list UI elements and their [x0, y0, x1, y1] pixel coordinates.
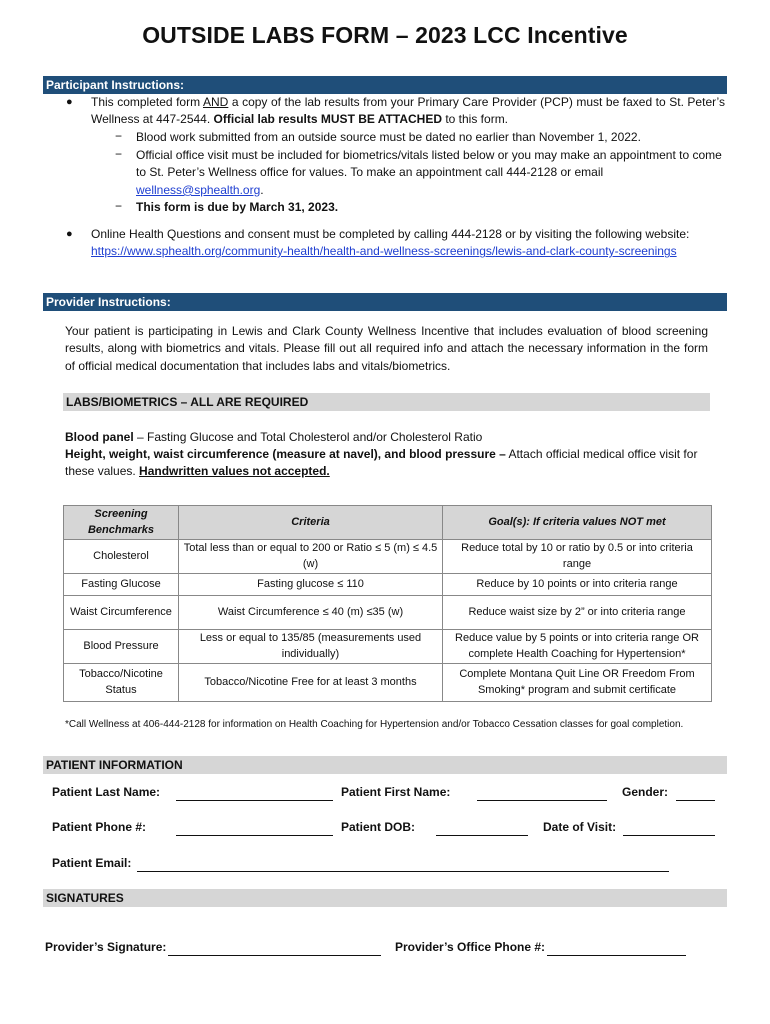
biometrics-text: Attach official medical office visit for these values. — [65, 447, 698, 479]
dash-icon: − — [115, 147, 123, 161]
participant-dash-2 — [136, 147, 726, 199]
blood-panel-line — [65, 429, 710, 446]
dash-icon: − — [115, 129, 123, 143]
table-cell: Reduce total by 10 or ratio by 0.5 or into criteria range — [443, 540, 712, 574]
d2-end: . — [260, 182, 264, 197]
table-row — [64, 630, 712, 664]
table-cell: Waist Circumference — [64, 596, 179, 630]
date-of-visit-field[interactable] — [623, 835, 715, 836]
gender-label: Gender: — [622, 785, 669, 799]
blood-panel-label: Blood panel — [65, 430, 134, 444]
bullet-icon: ● — [66, 96, 73, 108]
patient-dob-label: Patient DOB: — [341, 820, 416, 834]
participant-instructions-header: Participant Instructions: — [43, 76, 727, 94]
participant-dash-3: This form is due by March 31, 2023. — [136, 200, 339, 214]
wellness-email-link[interactable]: wellness@sphealth.org — [136, 182, 261, 197]
table-cell: Tobacco/Nicotine Status — [64, 664, 179, 702]
provider-paragraph: Your patient is participating in Lewis and Clark County Wellness Incentive that includes evaluation of blood screening results, along with biometrics and vitals. Please fill out all required info and attach the necessary information in the form of official medical documentation that includes labs and vitals/biometrics. — [65, 324, 708, 373]
provider-phone-field[interactable] — [547, 955, 686, 956]
patient-phone-field[interactable] — [176, 835, 333, 836]
signatures-header: SIGNATURES — [43, 889, 727, 907]
d2-text: Official office visit must be included for biometrics/vitals listed below or you may make an appointment to come to St. Peter’s Wellness office for values. To make an appointment call 444-2128 or email — [136, 148, 722, 180]
gender-field[interactable] — [676, 800, 715, 801]
b1-pre: This completed form — [91, 95, 203, 109]
table-cell: Tobacco/Nicotine Free for at least 3 months — [179, 664, 443, 702]
labs-header: LABS/BIOMETRICS – ALL ARE REQUIRED — [63, 393, 710, 411]
table-cell: Fasting glucose ≤ 110 — [179, 574, 443, 596]
biometrics-label: Height, weight, waist circumference (measure at navel), and blood pressure – — [65, 447, 506, 461]
screenings-website-link[interactable]: https://www.sphealth.org/community-health/health-and-wellness-screenings/lewis-and-clark-county-screenings — [91, 244, 677, 259]
footnote: *Call Wellness at 406-444-2128 for information on Health Coaching for Hypertension and/or Tobacco Cessation classes for goal completion. — [65, 719, 684, 730]
biometrics-line — [65, 446, 710, 481]
provider-instructions-header: Provider Instructions: — [43, 293, 727, 311]
provider-signature-field[interactable] — [168, 955, 381, 956]
table-header: Screening Benchmarks — [64, 506, 179, 540]
form-title: OUTSIDE LABS FORM – 2023 LCC Incentive — [142, 22, 628, 48]
table-cell: Blood Pressure — [64, 630, 179, 664]
table-header: Goal(s): If criteria values NOT met — [443, 506, 712, 540]
table-header: Criteria — [179, 506, 443, 540]
table-cell: Complete Montana Quit Line OR Freedom From Smoking* program and submit certificate — [443, 664, 712, 702]
handwritten-note: Handwritten values not accepted. — [139, 464, 330, 479]
patient-email-label: Patient Email: — [52, 856, 132, 870]
table-row — [64, 574, 712, 596]
table-cell: Reduce value by 5 points or into criteria range OR complete Health Coaching for Hypertension* — [443, 630, 712, 664]
table-cell: Reduce waist size by 2” or into criteria range — [443, 596, 712, 630]
table-row — [64, 596, 712, 630]
b2-text: Online Health Questions and consent must be completed by calling 444-2128 or by visiting the following website: — [91, 227, 690, 241]
table-row — [64, 540, 712, 574]
table-row — [64, 664, 712, 702]
participant-dash-1: Blood work submitted from an outside source must be dated no earlier than November 1, 2022. — [136, 130, 641, 144]
date-of-visit-label: Date of Visit: — [543, 820, 617, 834]
table-cell: Reduce by 10 points or into criteria range — [443, 574, 712, 596]
patient-phone-label: Patient Phone #: — [52, 820, 147, 834]
patient-info-header: PATIENT INFORMATION — [43, 756, 727, 774]
patient-dob-field[interactable] — [436, 835, 528, 836]
table-cell: Less or equal to 135/85 (measurements used individually) — [179, 630, 443, 664]
patient-email-field[interactable] — [137, 871, 669, 872]
table-cell: Fasting Glucose — [64, 574, 179, 596]
b1-bold: Official lab results MUST BE ATTACHED — [213, 112, 442, 127]
table-cell: Cholesterol — [64, 540, 179, 574]
table-cell: Waist Circumference ≤ 40 (m) ≤35 (w) — [179, 596, 443, 630]
participant-bullet-1 — [91, 94, 725, 129]
patient-first-name-field[interactable] — [477, 800, 607, 801]
provider-signature-label: Provider’s Signature: — [45, 940, 167, 954]
b1-mid: a copy of the lab results from your Primary Care Provider (PCP) must be faxed to St. Peter’s Wellness at 447-2544. — [91, 95, 726, 127]
benchmarks-table — [63, 505, 712, 702]
b1-and: AND — [202, 95, 229, 109]
patient-last-name-field[interactable] — [176, 800, 333, 801]
table-cell: Total less than or equal to 200 or Ratio ≤ 5 (m) ≤ 4.5 (w) — [179, 540, 443, 574]
b1-post: to this form. — [442, 112, 509, 127]
provider-phone-label: Provider’s Office Phone #: — [395, 940, 546, 954]
participant-bullet-2 — [91, 226, 731, 261]
bullet-icon: ● — [66, 228, 73, 240]
dash-icon: − — [115, 199, 123, 213]
patient-last-name-label: Patient Last Name: — [52, 785, 161, 799]
patient-first-name-label: Patient First Name: — [341, 785, 451, 799]
blood-panel-text: – Fasting Glucose and Total Cholesterol and/or Cholesterol Ratio — [133, 430, 483, 444]
